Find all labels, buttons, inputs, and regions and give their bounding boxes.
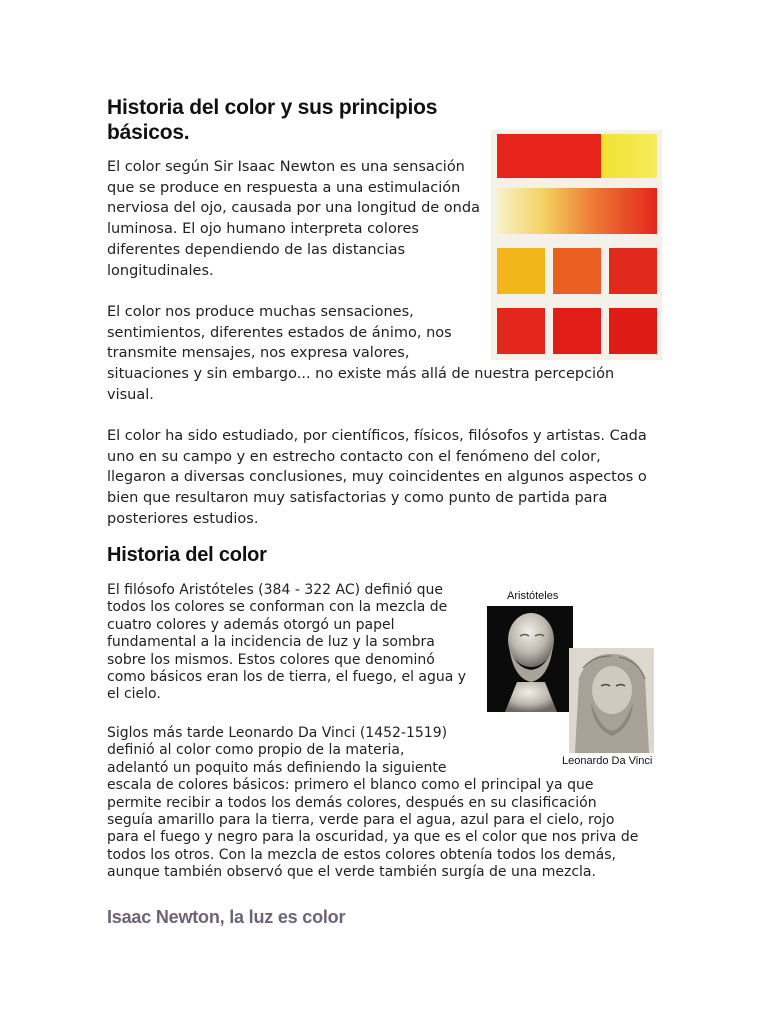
text-line: visual. bbox=[107, 386, 154, 403]
leonardo-portrait bbox=[569, 648, 654, 753]
text-line: nerviosa del ojo, causada por una longitud de onda bbox=[107, 200, 480, 217]
swatch-red-square bbox=[609, 308, 657, 354]
swatch-red-bar bbox=[497, 134, 601, 178]
text-line: El color ha sido estudiado, por científicos, físicos, filósofos y artistas. Cada bbox=[107, 428, 647, 444]
text-line: que se produce en respuesta a una estimulación bbox=[107, 179, 461, 196]
text-line: bien que resultaron muy satisfactorias y como punto de partida para bbox=[107, 490, 608, 507]
text-line: diferentes dependiendo de las distancias bbox=[107, 241, 406, 258]
studied-paragraph bbox=[107, 426, 647, 530]
text-line: llegaron a diversas conclusiones, muy coincidentes en algunos aspectos o bbox=[107, 469, 647, 486]
swatch-red-square bbox=[609, 248, 657, 294]
text-line: permite recibir a todos los demás colores, después en su clasificación bbox=[107, 794, 597, 811]
text-line: definió al color como propio de la materia, bbox=[107, 742, 405, 759]
title-line-1: Historia del color y sus principios bbox=[107, 96, 438, 119]
aristoteles-portrait bbox=[487, 606, 573, 712]
text-line: todos los colores se conforman con la mezcla de bbox=[107, 599, 448, 616]
text-line: fundamental a la incidencia de luz y la sombra bbox=[107, 634, 435, 651]
page-title bbox=[107, 95, 437, 145]
bust-icon bbox=[487, 606, 573, 712]
caption-leonardo: Leonardo Da Vinci bbox=[562, 755, 653, 767]
title-line-2: básicos. bbox=[107, 121, 190, 144]
text-line: cuatro colores y además otorgó un papel bbox=[107, 616, 395, 633]
section-title-historia: Historia del color bbox=[107, 544, 267, 566]
text-line: para el fuego y negro para la oscuridad, ya que es el color que nos priva de bbox=[107, 829, 639, 846]
swatch-gradient-bar bbox=[497, 188, 657, 234]
text-line: El color nos produce muchas sensaciones, bbox=[107, 304, 414, 320]
aristoteles-paragraph bbox=[107, 582, 466, 704]
text-line: sobre los mismos. Estos colores que denominó bbox=[107, 651, 435, 668]
text-line: el cielo. bbox=[107, 686, 161, 703]
swatch-red-square bbox=[497, 308, 545, 354]
swatch-yellow-bar bbox=[601, 134, 657, 178]
text-line: posteriores estudios. bbox=[107, 510, 259, 527]
text-line: adelantó un poquito más definiendo la siguiente bbox=[107, 759, 447, 776]
text-line: seguía amarillo para la tierra, verde para el agua, azul para el cielo, rojo bbox=[107, 812, 615, 829]
text-line: luminosa. El ojo humano interpreta colores bbox=[107, 221, 419, 238]
section-title-newton: Isaac Newton, la luz es color bbox=[107, 907, 346, 927]
text-line: como básicos eran los de tierra, el fuego, el agua y bbox=[107, 669, 467, 686]
text-line: El color según Sir Isaac Newton es una sensación bbox=[107, 159, 465, 175]
text-line: longitudinales. bbox=[107, 262, 214, 279]
leonardo-paragraph bbox=[107, 725, 638, 882]
swatch-orange-square bbox=[553, 248, 601, 294]
intro-paragraph bbox=[107, 157, 480, 281]
text-line: uno en su campo y en estrecho contacto con el fenómeno del color, bbox=[107, 448, 601, 465]
text-line: escala de colores básicos: primero el blanco como el principal ya que bbox=[107, 777, 594, 794]
text-line: transmite mensajes, nos expresa valores, bbox=[107, 345, 410, 362]
swatch-yellow-square bbox=[497, 248, 545, 294]
text-line: El filósofo Aristóteles (384 - 322 AC) definió que bbox=[107, 582, 443, 598]
text-line: aunque también observó que el verde también surgía de una mezcla. bbox=[107, 864, 596, 881]
text-line: todos los otros. Con la mezcla de estos colores obtenía todos los demás, bbox=[107, 846, 616, 863]
caption-aristoteles: Aristóteles bbox=[507, 590, 559, 602]
color-swatches-image bbox=[491, 130, 662, 360]
text-line: Siglos más tarde Leonardo Da Vinci (1452-1519) bbox=[107, 725, 448, 741]
sketch-portrait-icon bbox=[569, 648, 654, 753]
swatch-red-square bbox=[553, 308, 601, 354]
text-line: situaciones y sin embargo... no existe más allá de nuestra percepción bbox=[107, 366, 615, 383]
text-line: sentimientos, diferentes estados de ánimo, nos bbox=[107, 324, 452, 341]
